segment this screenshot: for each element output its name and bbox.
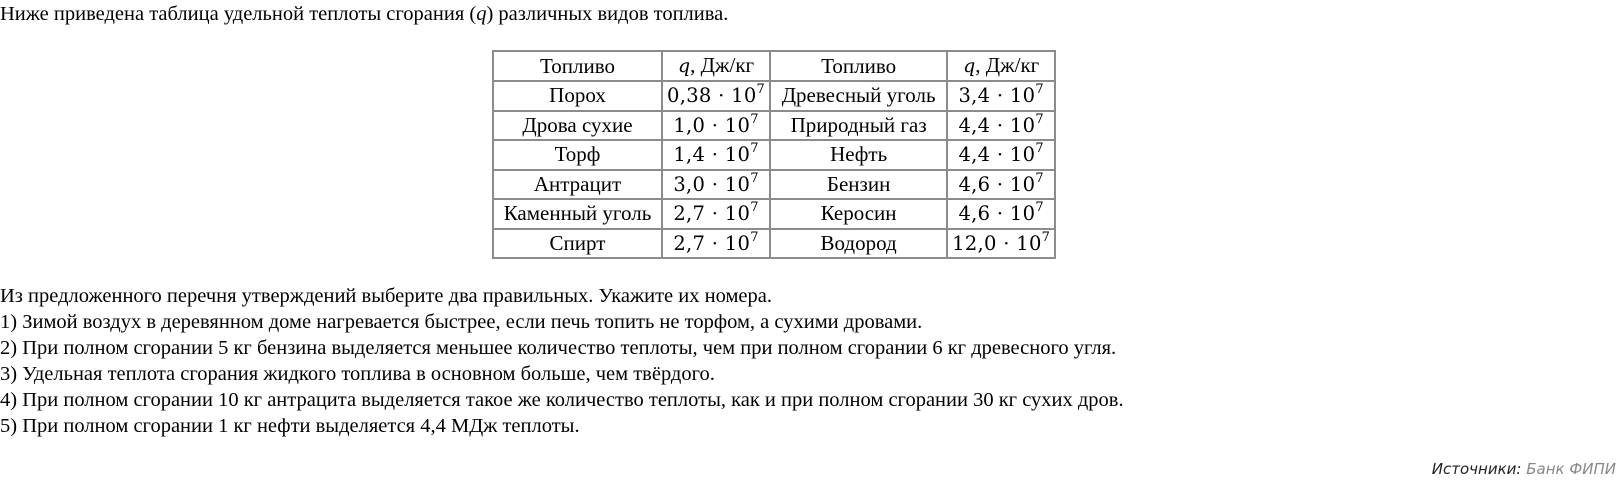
table-row [493,111,1055,141]
intro-before: Ниже приведена таблица удельной теплоты сгорания ( [0,3,477,25]
statement-3: 3) Удельная теплота сгорания жидкого топлива в основном больше, чем твёрдого. [0,363,715,385]
q-value: $0,38 \cdot 10^7$ [662,81,770,111]
table-row [493,229,1055,259]
fuel-name: Нефть [770,140,947,170]
table-row [493,140,1055,170]
fuel-name: Каменный уголь [493,199,662,229]
q-value: $1,4 \cdot 10^7$ [662,140,770,170]
question-prompt: Из предложенного перечня утверждений выберите два правильных. Укажите их номера. [0,285,772,307]
q-value: $4,6 \cdot 10^7$ [947,170,1055,200]
fuel-name: Спирт [493,229,662,259]
header-q-1 [662,51,770,81]
q-value: $1,0 \cdot 10^7$ [662,111,770,141]
table-row [493,81,1055,111]
q-value: $4,6 \cdot 10^7$ [947,199,1055,229]
source-link[interactable]: Банк ФИПИ [1526,460,1616,478]
fuel-name: Керосин [770,199,947,229]
header-fuel-2: Топливо [770,51,947,81]
q-value: $3,0 \cdot 10^7$ [662,170,770,200]
table-row [493,170,1055,200]
statement-2: 2) При полном сгорании 5 кг бензина выделяется меньшее количество теплоты, чем при полном сгорании 6 кг древесного угля. [0,337,1117,359]
fuel-name: Дрова сухие [493,111,662,141]
statement-4: 4) При полном сгорании 10 кг антрацита выделяется такое же количество теплоты, как и при полном сгорании 30 кг сухих дров. [0,389,1124,411]
header-q-unit: , Дж/кг [975,53,1040,77]
q-value: $2,7 \cdot 10^7$ [662,199,770,229]
intro-after: ) различных видов топлива. [486,3,729,25]
q-value: $4,4 \cdot 10^7$ [947,140,1055,170]
fuel-heat-table [492,50,1056,259]
fuel-name: Торф [493,140,662,170]
statement-5: 5) При полном сгорании 1 кг нефти выделяется 4,4 МДж теплоты. [0,415,580,437]
fuel-name: Порох [493,81,662,111]
fuel-name: Водород [770,229,947,259]
fuel-name: Бензин [770,170,947,200]
table-row [493,199,1055,229]
header-q-var: q [677,55,691,77]
intro-text [0,2,728,26]
header-q-2 [947,51,1055,81]
header-q-var: q [963,55,976,77]
q-value: $2,7 \cdot 10^7$ [662,229,770,259]
header-fuel-1: Топливо [493,51,662,81]
q-value: $12,0 \cdot 10^7$ [947,229,1055,259]
statement-1: 1) Зимой воздух в деревянном доме нагревается быстрее, если печь топить не торфом, а сухими дровами. [0,311,923,333]
question-block [0,283,1124,439]
table-header-row [493,51,1055,81]
source-label: Источники: [1431,460,1527,478]
header-q-unit: , Дж/кг [690,53,755,77]
fuel-name: Природный газ [770,111,947,141]
q-value: $4,4 \cdot 10^7$ [947,111,1055,141]
fuel-name: Древесный уголь [770,81,947,111]
fuel-name: Антрацит [493,170,662,200]
source-line [1432,459,1616,479]
intro-variable: q [476,3,487,25]
q-value: $3,4 \cdot 10^7$ [947,81,1055,111]
